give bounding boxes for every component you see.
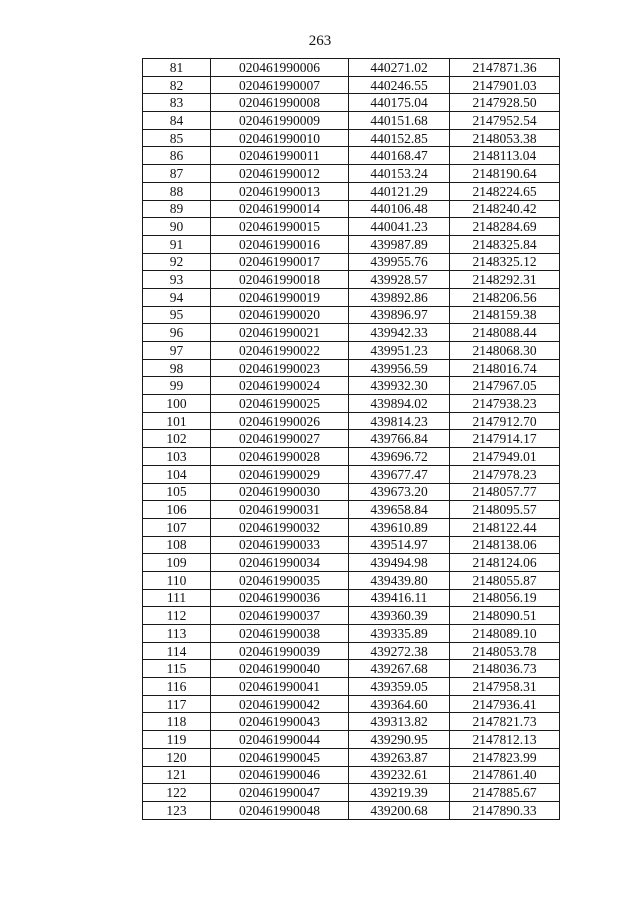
row-number-cell: 122 <box>143 784 211 802</box>
parcel-code-cell: 020461990010 <box>211 129 349 147</box>
parcel-code-cell: 020461990030 <box>211 483 349 501</box>
y-coordinate-cell: 2148053.78 <box>450 642 560 660</box>
x-coordinate-cell: 439673.20 <box>349 483 450 501</box>
table-row <box>143 483 560 501</box>
row-number-cell: 121 <box>143 766 211 784</box>
row-number-cell: 96 <box>143 324 211 342</box>
parcel-code-cell: 020461990011 <box>211 147 349 165</box>
row-number-cell: 116 <box>143 678 211 696</box>
table-row <box>143 288 560 306</box>
parcel-code-cell: 020461990020 <box>211 306 349 324</box>
parcel-code-cell: 020461990018 <box>211 271 349 289</box>
y-coordinate-cell: 2147978.23 <box>450 465 560 483</box>
parcel-code-cell: 020461990006 <box>211 59 349 77</box>
x-coordinate-cell: 440175.04 <box>349 94 450 112</box>
x-coordinate-cell: 439494.98 <box>349 554 450 572</box>
table-row <box>143 200 560 218</box>
y-coordinate-cell: 2148190.64 <box>450 165 560 183</box>
x-coordinate-cell: 439364.60 <box>349 695 450 713</box>
y-coordinate-cell: 2148292.31 <box>450 271 560 289</box>
y-coordinate-cell: 2148053.38 <box>450 129 560 147</box>
y-coordinate-cell: 2147952.54 <box>450 112 560 130</box>
y-coordinate-cell: 2148089.10 <box>450 625 560 643</box>
row-number-cell: 92 <box>143 253 211 271</box>
page-number: 263 <box>308 33 332 49</box>
y-coordinate-cell: 2148325.12 <box>450 253 560 271</box>
x-coordinate-cell: 439766.84 <box>349 430 450 448</box>
parcel-code-cell: 020461990012 <box>211 165 349 183</box>
y-coordinate-cell: 2147958.31 <box>450 678 560 696</box>
table-row <box>143 660 560 678</box>
y-coordinate-cell: 2147812.13 <box>450 731 560 749</box>
row-number-cell: 112 <box>143 607 211 625</box>
table-row <box>143 607 560 625</box>
x-coordinate-cell: 440121.29 <box>349 182 450 200</box>
row-number-cell: 84 <box>143 112 211 130</box>
x-coordinate-cell: 439814.23 <box>349 412 450 430</box>
row-number-cell: 119 <box>143 731 211 749</box>
x-coordinate-cell: 439951.23 <box>349 342 450 360</box>
row-number-cell: 104 <box>143 465 211 483</box>
row-number-cell: 85 <box>143 129 211 147</box>
x-coordinate-cell: 439892.86 <box>349 288 450 306</box>
row-number-cell: 86 <box>143 147 211 165</box>
y-coordinate-cell: 2148122.44 <box>450 518 560 536</box>
y-coordinate-cell: 2148124.06 <box>450 554 560 572</box>
row-number-cell: 117 <box>143 695 211 713</box>
row-number-cell: 82 <box>143 76 211 94</box>
table-row <box>143 112 560 130</box>
parcel-code-cell: 020461990014 <box>211 200 349 218</box>
parcel-code-cell: 020461990015 <box>211 218 349 236</box>
coordinates-table-body <box>143 59 560 820</box>
parcel-code-cell: 020461990034 <box>211 554 349 572</box>
table-row <box>143 218 560 236</box>
parcel-code-cell: 020461990013 <box>211 182 349 200</box>
x-coordinate-cell: 439272.38 <box>349 642 450 660</box>
y-coordinate-cell: 2147936.41 <box>450 695 560 713</box>
x-coordinate-cell: 439416.11 <box>349 589 450 607</box>
y-coordinate-cell: 2148055.87 <box>450 571 560 589</box>
table-row <box>143 377 560 395</box>
table-row <box>143 253 560 271</box>
table-row <box>143 395 560 413</box>
y-coordinate-cell: 2148095.57 <box>450 501 560 519</box>
table-row <box>143 571 560 589</box>
x-coordinate-cell: 440271.02 <box>349 59 450 77</box>
row-number-cell: 89 <box>143 200 211 218</box>
x-coordinate-cell: 439658.84 <box>349 501 450 519</box>
x-coordinate-cell: 440168.47 <box>349 147 450 165</box>
x-coordinate-cell: 439987.89 <box>349 235 450 253</box>
parcel-code-cell: 020461990036 <box>211 589 349 607</box>
parcel-code-cell: 020461990044 <box>211 731 349 749</box>
row-number-cell: 99 <box>143 377 211 395</box>
parcel-code-cell: 020461990029 <box>211 465 349 483</box>
table-row <box>143 306 560 324</box>
y-coordinate-cell: 2148240.42 <box>450 200 560 218</box>
table-row <box>143 731 560 749</box>
y-coordinate-cell: 2147912.70 <box>450 412 560 430</box>
parcel-code-cell: 020461990019 <box>211 288 349 306</box>
x-coordinate-cell: 440151.68 <box>349 112 450 130</box>
y-coordinate-cell: 2147901.03 <box>450 76 560 94</box>
x-coordinate-cell: 439335.89 <box>349 625 450 643</box>
x-coordinate-cell: 439896.97 <box>349 306 450 324</box>
row-number-cell: 114 <box>143 642 211 660</box>
y-coordinate-cell: 2148206.56 <box>450 288 560 306</box>
y-coordinate-cell: 2147890.33 <box>450 801 560 819</box>
row-number-cell: 111 <box>143 589 211 607</box>
x-coordinate-cell: 439232.61 <box>349 766 450 784</box>
x-coordinate-cell: 439514.97 <box>349 536 450 554</box>
x-coordinate-cell: 439610.89 <box>349 518 450 536</box>
x-coordinate-cell: 439955.76 <box>349 253 450 271</box>
y-coordinate-cell: 2148036.73 <box>450 660 560 678</box>
table-row <box>143 359 560 377</box>
y-coordinate-cell: 2148113.04 <box>450 147 560 165</box>
y-coordinate-cell: 2147821.73 <box>450 713 560 731</box>
coordinates-table <box>142 58 560 820</box>
table-row <box>143 642 560 660</box>
x-coordinate-cell: 439696.72 <box>349 448 450 466</box>
x-coordinate-cell: 439360.39 <box>349 607 450 625</box>
table-row <box>143 695 560 713</box>
table-row <box>143 165 560 183</box>
row-number-cell: 94 <box>143 288 211 306</box>
table-row <box>143 465 560 483</box>
x-coordinate-cell: 439928.57 <box>349 271 450 289</box>
table-row <box>143 625 560 643</box>
y-coordinate-cell: 2147949.01 <box>450 448 560 466</box>
y-coordinate-cell: 2148325.84 <box>450 235 560 253</box>
table-row <box>143 271 560 289</box>
parcel-code-cell: 020461990033 <box>211 536 349 554</box>
row-number-cell: 101 <box>143 412 211 430</box>
row-number-cell: 91 <box>143 235 211 253</box>
x-coordinate-cell: 439677.47 <box>349 465 450 483</box>
table-row <box>143 94 560 112</box>
table-row <box>143 784 560 802</box>
x-coordinate-cell: 439219.39 <box>349 784 450 802</box>
row-number-cell: 83 <box>143 94 211 112</box>
row-number-cell: 106 <box>143 501 211 519</box>
table-row <box>143 235 560 253</box>
parcel-code-cell: 020461990009 <box>211 112 349 130</box>
row-number-cell: 120 <box>143 748 211 766</box>
x-coordinate-cell: 439200.68 <box>349 801 450 819</box>
parcel-code-cell: 020461990046 <box>211 766 349 784</box>
y-coordinate-cell: 2147871.36 <box>450 59 560 77</box>
table-row <box>143 129 560 147</box>
parcel-code-cell: 020461990008 <box>211 94 349 112</box>
x-coordinate-cell: 440106.48 <box>349 200 450 218</box>
table-row <box>143 448 560 466</box>
row-number-cell: 123 <box>143 801 211 819</box>
parcel-code-cell: 020461990035 <box>211 571 349 589</box>
row-number-cell: 88 <box>143 182 211 200</box>
y-coordinate-cell: 2147885.67 <box>450 784 560 802</box>
y-coordinate-cell: 2147914.17 <box>450 430 560 448</box>
parcel-code-cell: 020461990037 <box>211 607 349 625</box>
x-coordinate-cell: 440153.24 <box>349 165 450 183</box>
table-row <box>143 748 560 766</box>
row-number-cell: 109 <box>143 554 211 572</box>
table-row <box>143 412 560 430</box>
row-number-cell: 110 <box>143 571 211 589</box>
x-coordinate-cell: 439942.33 <box>349 324 450 342</box>
parcel-code-cell: 020461990028 <box>211 448 349 466</box>
parcel-code-cell: 020461990024 <box>211 377 349 395</box>
table-row <box>143 766 560 784</box>
x-coordinate-cell: 439359.05 <box>349 678 450 696</box>
y-coordinate-cell: 2148088.44 <box>450 324 560 342</box>
parcel-code-cell: 020461990031 <box>211 501 349 519</box>
row-number-cell: 87 <box>143 165 211 183</box>
parcel-code-cell: 020461990047 <box>211 784 349 802</box>
x-coordinate-cell: 439313.82 <box>349 713 450 731</box>
x-coordinate-cell: 439263.87 <box>349 748 450 766</box>
parcel-code-cell: 020461990007 <box>211 76 349 94</box>
table-row <box>143 554 560 572</box>
table-row <box>143 501 560 519</box>
parcel-code-cell: 020461990041 <box>211 678 349 696</box>
y-coordinate-cell: 2148068.30 <box>450 342 560 360</box>
parcel-code-cell: 020461990043 <box>211 713 349 731</box>
parcel-code-cell: 020461990040 <box>211 660 349 678</box>
table-row <box>143 536 560 554</box>
row-number-cell: 97 <box>143 342 211 360</box>
parcel-code-cell: 020461990045 <box>211 748 349 766</box>
x-coordinate-cell: 439290.95 <box>349 731 450 749</box>
row-number-cell: 103 <box>143 448 211 466</box>
x-coordinate-cell: 440041.23 <box>349 218 450 236</box>
table-row <box>143 76 560 94</box>
row-number-cell: 113 <box>143 625 211 643</box>
y-coordinate-cell: 2148057.77 <box>450 483 560 501</box>
table-row <box>143 59 560 77</box>
table-row <box>143 713 560 731</box>
row-number-cell: 107 <box>143 518 211 536</box>
y-coordinate-cell: 2147967.05 <box>450 377 560 395</box>
row-number-cell: 90 <box>143 218 211 236</box>
y-coordinate-cell: 2148138.06 <box>450 536 560 554</box>
parcel-code-cell: 020461990048 <box>211 801 349 819</box>
x-coordinate-cell: 440152.85 <box>349 129 450 147</box>
row-number-cell: 81 <box>143 59 211 77</box>
table-row <box>143 678 560 696</box>
x-coordinate-cell: 440246.55 <box>349 76 450 94</box>
parcel-code-cell: 020461990023 <box>211 359 349 377</box>
table-row <box>143 589 560 607</box>
row-number-cell: 118 <box>143 713 211 731</box>
parcel-code-cell: 020461990027 <box>211 430 349 448</box>
y-coordinate-cell: 2148224.65 <box>450 182 560 200</box>
x-coordinate-cell: 439267.68 <box>349 660 450 678</box>
row-number-cell: 102 <box>143 430 211 448</box>
table-row <box>143 324 560 342</box>
y-coordinate-cell: 2148090.51 <box>450 607 560 625</box>
parcel-code-cell: 020461990022 <box>211 342 349 360</box>
y-coordinate-cell: 2147861.40 <box>450 766 560 784</box>
parcel-code-cell: 020461990021 <box>211 324 349 342</box>
y-coordinate-cell: 2147823.99 <box>450 748 560 766</box>
y-coordinate-cell: 2148016.74 <box>450 359 560 377</box>
table-row <box>143 147 560 165</box>
x-coordinate-cell: 439932.30 <box>349 377 450 395</box>
parcel-code-cell: 020461990038 <box>211 625 349 643</box>
y-coordinate-cell: 2147938.23 <box>450 395 560 413</box>
row-number-cell: 115 <box>143 660 211 678</box>
table-row <box>143 182 560 200</box>
row-number-cell: 105 <box>143 483 211 501</box>
parcel-code-cell: 020461990016 <box>211 235 349 253</box>
table-row <box>143 801 560 819</box>
table-row <box>143 342 560 360</box>
row-number-cell: 108 <box>143 536 211 554</box>
y-coordinate-cell: 2148056.19 <box>450 589 560 607</box>
y-coordinate-cell: 2148284.69 <box>450 218 560 236</box>
x-coordinate-cell: 439956.59 <box>349 359 450 377</box>
parcel-code-cell: 020461990042 <box>211 695 349 713</box>
row-number-cell: 100 <box>143 395 211 413</box>
parcel-code-cell: 020461990026 <box>211 412 349 430</box>
x-coordinate-cell: 439894.02 <box>349 395 450 413</box>
row-number-cell: 93 <box>143 271 211 289</box>
parcel-code-cell: 020461990025 <box>211 395 349 413</box>
y-coordinate-cell: 2148159.38 <box>450 306 560 324</box>
x-coordinate-cell: 439439.80 <box>349 571 450 589</box>
row-number-cell: 95 <box>143 306 211 324</box>
table-row <box>143 518 560 536</box>
table-row <box>143 430 560 448</box>
y-coordinate-cell: 2147928.50 <box>450 94 560 112</box>
parcel-code-cell: 020461990039 <box>211 642 349 660</box>
parcel-code-cell: 020461990017 <box>211 253 349 271</box>
row-number-cell: 98 <box>143 359 211 377</box>
parcel-code-cell: 020461990032 <box>211 518 349 536</box>
